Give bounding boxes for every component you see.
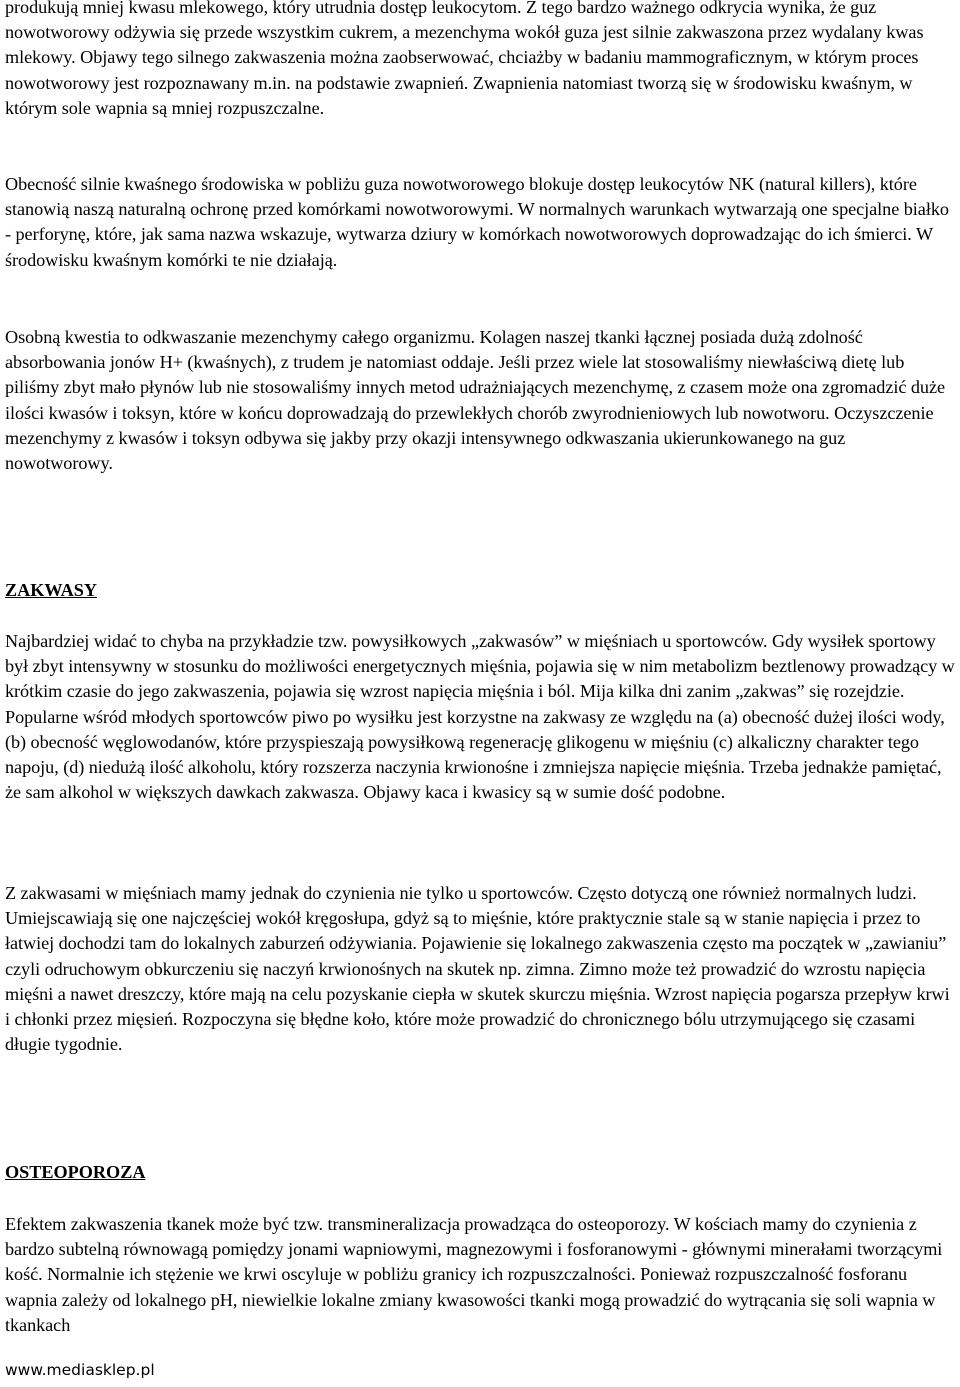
paragraph-zakwasy-sport: Najbardziej widać to chyba na przykładzie tzw. powysiłkowych „zakwasów” w mięśniach u sportowców. Gdy wysiłek sportowy był zbyt intensywny w stosunku do możliwości energetycznych mięśnia, pojawia się w nim metabolizm beztlenowy prowadzący w krótkim czasie do jego zakwaszenia, pojawia się wzrost napięcia mięśnia i ból. Mija kilka dni zanim „zakwas” się rozejdzie. Popularne wśród młodych sportowców piwo po wysiłku jest korzystne na zakwasy ze względu na (a) obecność dużej ilości wody, (b) obecność węglowodanów, które przyspieszają powysiłkową regenerację glikogenu w mięśniu (c) alkaliczny charakter tego napoju, (d) niedużą ilość alkoholu, który rozszerza naczynia krwionośne i zmniejsza napięcie mięśnia. Trzeba jednakże pamiętać, że sam alkohol w większych dawkach zakwasza. Objawy kaca i kwasicy są w sumie dość podobne. (5, 631, 955, 803)
paragraph-mesenchyme: Osobną kwestia to odkwaszanie mezenchymy całego organizmu. Kolagen naszej tkanki łącznej posiada dużą zdolność absorbowania jonów H+ (kwaśnych), z trudem je natomiast oddaje. Jeśli przez wiele lat stosowaliśmy niewłaściwą dietę lub piliśmy zbyt mało płynów lub nie stosowaliśmy innych metod udrażniających mezenchymę, z czasem może ona zgromadzić duże ilości kwasów i toksyn, które w końcu doprowadzają do przewlekłych chorób zwyrodnieniowych lub nowotworu. Oczyszczenie mezenchymy z kwasów i toksyn odbywa się jakby przy okazji intensywnego odkwaszania ukierunkowanego na guz nowotworowy. (5, 327, 946, 474)
paragraph-acidic-tumor: produkują mniej kwasu mlekowego, który utrudnia dostęp leukocytom. Z tego bardzo ważnego odkrycia wynika, że guz nowotworowy odżywia się przede wszystkim cukrem, a mezenchyma wokół guza jest silnie zakwaszona przez wydalany kwas mlekowy. Objawy tego silnego zakwaszenia można zaobserwować, chciażby w badaniu mammograficznym, w którym proces nowotworowy jest rozpoznawany m.in. na podstawie zwapnień. Zwapnienia natomiast tworzą się w środowisku kwaśnym, w którym sole wapnia są mniej rozpuszczalne. (5, 0, 924, 118)
paragraph-zakwasy-normal: Z zakwasami w mięśniach mamy jednak do czynienia nie tylko u sportowców. Często dotyczą one również normalnych ludzi. Umiejscawiają się one najczęściej wokół kręgosłupa, gdyż są to mięśnie, które praktycznie stale są w stanie napięcia i przez to łatwiej dochodzi tam do lokalnych zaburzeń odżywiania. Pojawienie się lokalnego zakwaszenia często ma początek w „zawianiu” czyli odruchowym obkurczeniu się naczyń krwionośnych na skutek np. zimna. Zimno może też prowadzić do wzrostu napięcia mięśni a nawet dreszczy, które mają na celu pozyskanie ciepła w skutek skurczu mięśnia. Wzrost napięcia pogarsza przepływ krwi i chłonki przez mięsień. Rozpoczyna się błędne koło, które może prowadzić do chronicznego bólu utrzymującego się czasami długie tygodnie. (5, 883, 950, 1055)
footer-url: www.mediasklep.pl (5, 1361, 155, 1379)
paragraph-osteoporoza: Efektem zakwaszenia tkanek może być tzw. transmineralizacja prowadząca do osteoporozy. W kościach mamy do czynienia z bardzo subtelną równowagą pomiędzy jonami wapniowymi, magnezowymi i fosforanowymi - głównymi minerałami tworzącymi kość. Normalnie ich stężenie we krwi oscyluje w pobliżu granicy ich rozpuszczalności. Ponieważ rozpuszczalność fosforanu wapnia zależy od lokalnego pH, niewielkie lokalne zmiany kwasowości tkanki mogą prowadzić do wytrącania się soli wapnia w tkankach (5, 1214, 943, 1335)
section-heading-zakwasy: ZAKWASY (5, 580, 97, 600)
paragraph-nk-cells: Obecność silnie kwaśnego środowiska w pobliżu guza nowotworowego blokuje dostęp leukocytów NK (natural killers), które stanowią naszą naturalną ochronę przed komórkami nowotworowymi. W normalnych warunkach wytwarzają one specjalne białko - perforynę, które, jak sama nazwa wskazuje, wytwarza dziury w komórkach nowotworowych doprowadzając do ich śmierci. W środowisku kwaśnym komórki te nie działają. (5, 174, 949, 270)
section-heading-osteoporoza: OSTEOPOROZA (5, 1162, 146, 1182)
